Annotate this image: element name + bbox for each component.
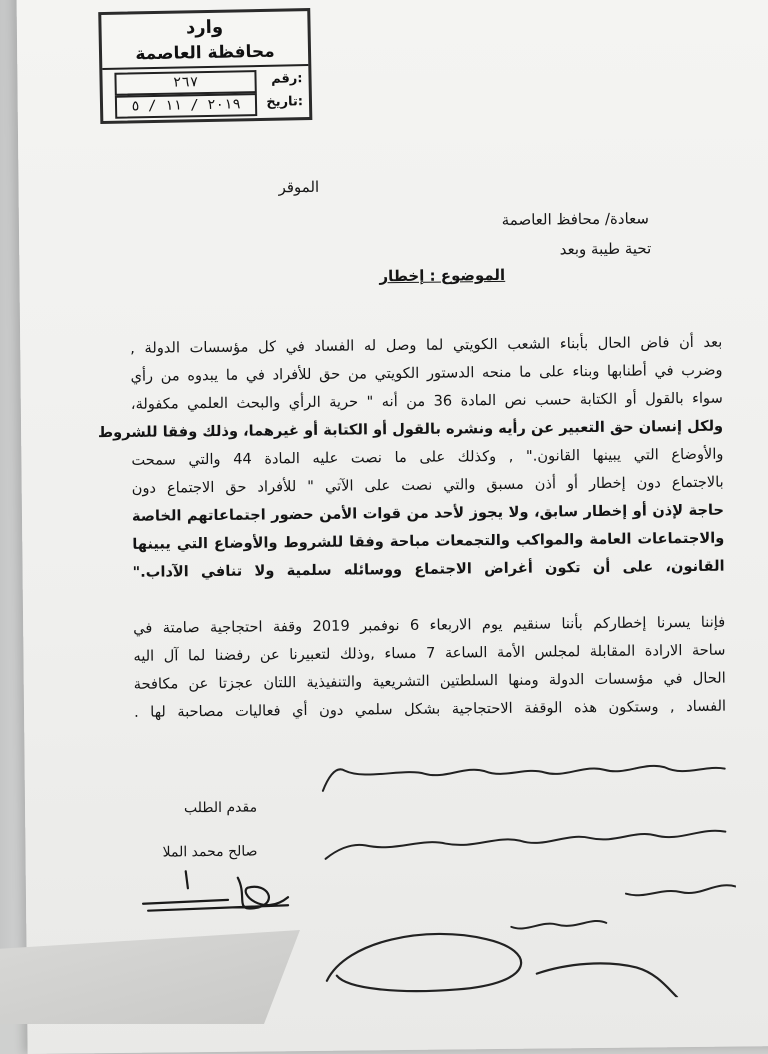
stamp-number-row <box>110 69 302 95</box>
requester-signature <box>138 867 299 929</box>
stamp-date-row <box>111 92 303 118</box>
addressee: سعادة/ محافظ العاصمة <box>501 209 650 229</box>
body-line: الحال في مؤسسات الدولة ومنها السلطتين التشريعية والتنفيذية اللتان عجزتا عن مكافحة <box>133 669 726 693</box>
stamp-number-value: ٢٦٧ <box>114 70 256 96</box>
body-line: بالاجتماع دون إخطار أو أذن مسبق والتي نصت على الآتي " للأفراد حق الاجتماع دون <box>131 473 724 497</box>
body-line: القانون، على أن تكون أغراض الاجتماع ووسائله سلمية ولا تنافي الآداب." <box>132 557 725 581</box>
incoming-stamp <box>98 8 312 124</box>
body-line: حاجة لإذن أو إخطار سابق، ولا يجوز لأحد من قوات الأمن حضور اجتماعاتهم الخاصة <box>131 501 725 525</box>
handwritten-note <box>304 747 737 1001</box>
honorific: الموقر <box>278 177 320 197</box>
body-line: والأوضاع التي يبينها القانون." , وكذلك على ما نصت عليه المادة 44 والتي سمحت <box>131 445 724 469</box>
requester-name: صالح محمد الملا <box>162 843 258 861</box>
body-line: ساحة الارادة المقابلة لمجلس الأمة الساعة 7 مساء ,وذلك لتعبيرنا عن رفضنا لما آل اليه <box>133 641 726 665</box>
body-paragraph-1 <box>97 329 725 587</box>
body-line: ولكل إنسان حق التعبير عن رأيه ونشره بالقول أو الكتابة أو غيرهما، وذلك وفقا للشروط <box>97 417 724 442</box>
body-line: فإننا يسرنا إخطاركم بأننا سنقيم يوم الاربعاء 6 نوفمبر 2019 وقفة احتجاجية صامتة في <box>133 613 726 637</box>
body-line: الفساد , وستكون هذه الوقفة الاحتجاجية بشكل سلمي دون أي فعاليات مصاحبة لها . <box>133 697 727 721</box>
stamp-title: وارد <box>185 16 224 39</box>
greeting: تحية طيبة وبعد <box>559 239 652 259</box>
stamp-office: محافظة العاصمة <box>102 41 308 70</box>
body-line: بعد أن فاض الحال بأبناء الشعب الكويتي لما وصل له الفساد في كل مؤسسات الدولة , <box>130 333 723 357</box>
subject-line: الموضوع : إخطار <box>379 265 506 286</box>
stamp-date-value: ٢٠١٩ / ١١ / ٥ <box>115 93 257 119</box>
requester-label: مقدم الطلب <box>183 799 258 817</box>
body-line: سواء بالقول أو الكتابة حسب نص المادة 36 من أنه " حرية الرأي والبحث العلمي مكفولة، <box>130 389 723 413</box>
body-line: وضرب في أطنابها وبناء على ما منحه الدستور الكويتي من حق للأفراد في ما يبدوه من رأي <box>130 361 723 385</box>
stamp-number-label: رقم: <box>271 71 303 87</box>
stamp-date-label: تاريخ: <box>266 94 304 110</box>
body-paragraph-2 <box>133 609 726 727</box>
document-page <box>16 0 768 1054</box>
body-line: والاجتماعات العامة والمواكب والتجمعات مباحة وفقا للشروط والأوضاع التي يبينها <box>132 529 725 553</box>
